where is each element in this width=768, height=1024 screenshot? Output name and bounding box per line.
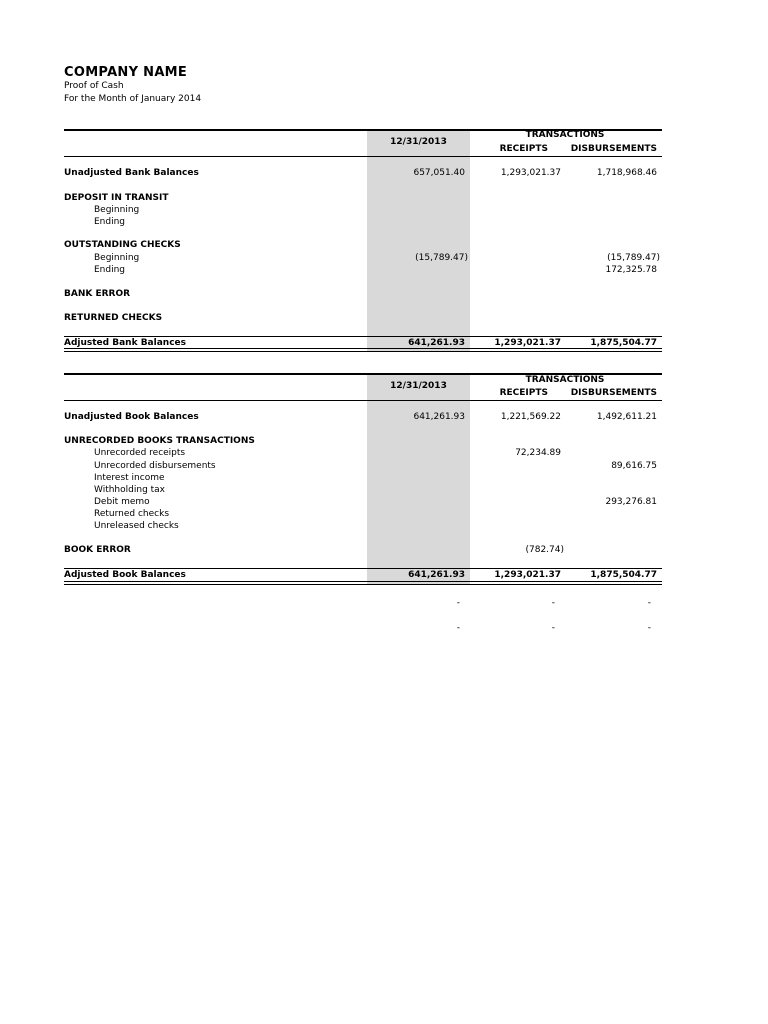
- unrecorded-receipts-value: 72,234.89: [515, 448, 561, 458]
- oc-beginning-balance: (15,789.47): [415, 253, 468, 263]
- adjusted-book-receipts: 1,293,021.37: [494, 570, 561, 580]
- bank-col-date: 12/31/2013: [390, 137, 447, 147]
- adjusted-book-double-rule-1: [64, 581, 662, 582]
- check-row-2-disbursements: -: [647, 623, 651, 633]
- interest-income-label: Interest income: [94, 473, 165, 483]
- balance-column-shade-book: [367, 374, 470, 584]
- deposit-in-transit-label: DEPOSIT IN TRANSIT: [64, 193, 169, 203]
- oc-beginning-disbursements: (15,789.47): [607, 253, 660, 263]
- book-error-receipts: (782.74): [525, 545, 564, 555]
- adjusted-bank-double-rule-1: [64, 348, 662, 349]
- unrecorded-receipts-label: Unrecorded receipts: [94, 448, 186, 458]
- oc-ending-label: Ending: [94, 265, 126, 275]
- outstanding-checks-label: OUTSTANDING CHECKS: [64, 240, 181, 250]
- unrecorded-disbursements-label: Unrecorded disbursements: [94, 461, 216, 471]
- unadjusted-bank-balance: 657,051.40: [413, 168, 465, 178]
- unadjusted-bank-label: Unadjusted Bank Balances: [64, 168, 199, 178]
- balance-column-shade-bank: [367, 130, 470, 352]
- adjusted-book-label: Adjusted Book Balances: [64, 570, 186, 580]
- adjusted-bank-top-rule: [64, 336, 662, 337]
- returned-checks-book-label: Returned checks: [94, 509, 170, 519]
- adjusted-bank-receipts: 1,293,021.37: [494, 338, 561, 348]
- check-row-1-balance: -: [456, 598, 460, 608]
- bank-header-rule: [64, 156, 662, 157]
- book-error-label: BOOK ERROR: [64, 545, 131, 555]
- debit-memo-value: 293,276.81: [605, 497, 657, 507]
- adjusted-bank-double-rule-2: [64, 351, 662, 352]
- book-header-rule: [64, 400, 662, 401]
- unrecorded-disbursements-value: 89,616.75: [611, 461, 657, 471]
- company-name: COMPANY NAME: [64, 65, 188, 80]
- unreleased-checks-label: Unreleased checks: [94, 521, 179, 531]
- check-row-1-disbursements: -: [647, 598, 651, 608]
- book-col-transactions: TRANSACTIONS: [525, 375, 605, 385]
- dit-ending-label: Ending: [94, 217, 126, 227]
- unadjusted-book-balance: 641,261.93: [413, 412, 465, 422]
- returned-checks-label: RETURNED CHECKS: [64, 313, 163, 323]
- book-col-receipts: RECEIPTS: [499, 388, 548, 398]
- bank-error-label: BANK ERROR: [64, 289, 131, 299]
- oc-beginning-label: Beginning: [94, 253, 140, 263]
- report-period: For the Month of January 2014: [64, 94, 202, 104]
- unadjusted-bank-receipts: 1,293,021.37: [500, 168, 561, 178]
- check-row-1-receipts: -: [551, 598, 555, 608]
- adjusted-bank-balance: 641,261.93: [408, 338, 465, 348]
- unadjusted-bank-disbursements: 1,718,968.46: [596, 168, 657, 178]
- dit-beginning-label: Beginning: [94, 205, 140, 215]
- withholding-tax-label: Withholding tax: [94, 485, 166, 495]
- unadjusted-book-receipts: 1,221,569.22: [500, 412, 561, 422]
- adjusted-book-disbursements: 1,875,504.77: [590, 570, 657, 580]
- unadjusted-book-disbursements: 1,492,611.21: [596, 412, 657, 422]
- report-title: Proof of Cash: [64, 81, 124, 91]
- adjusted-bank-disbursements: 1,875,504.77: [590, 338, 657, 348]
- check-row-2-balance: -: [456, 623, 460, 633]
- bank-col-transactions: TRANSACTIONS: [525, 130, 605, 140]
- book-col-date: 12/31/2013: [390, 381, 447, 391]
- bank-col-disbursements: DISBURSEMENTS: [570, 144, 657, 154]
- adjusted-book-balance: 641,261.93: [408, 570, 465, 580]
- debit-memo-label: Debit memo: [94, 497, 150, 507]
- adjusted-book-double-rule-2: [64, 584, 662, 585]
- unadjusted-book-label: Unadjusted Book Balances: [64, 412, 199, 422]
- unrecorded-transactions-label: UNRECORDED BOOKS TRANSACTIONS: [64, 436, 255, 446]
- adjusted-book-top-rule: [64, 568, 662, 569]
- check-row-2-receipts: -: [551, 623, 555, 633]
- book-col-disbursements: DISBURSEMENTS: [570, 388, 657, 398]
- bank-col-receipts: RECEIPTS: [499, 144, 548, 154]
- adjusted-bank-label: Adjusted Bank Balances: [64, 338, 186, 348]
- oc-ending-disbursements: 172,325.78: [605, 265, 657, 275]
